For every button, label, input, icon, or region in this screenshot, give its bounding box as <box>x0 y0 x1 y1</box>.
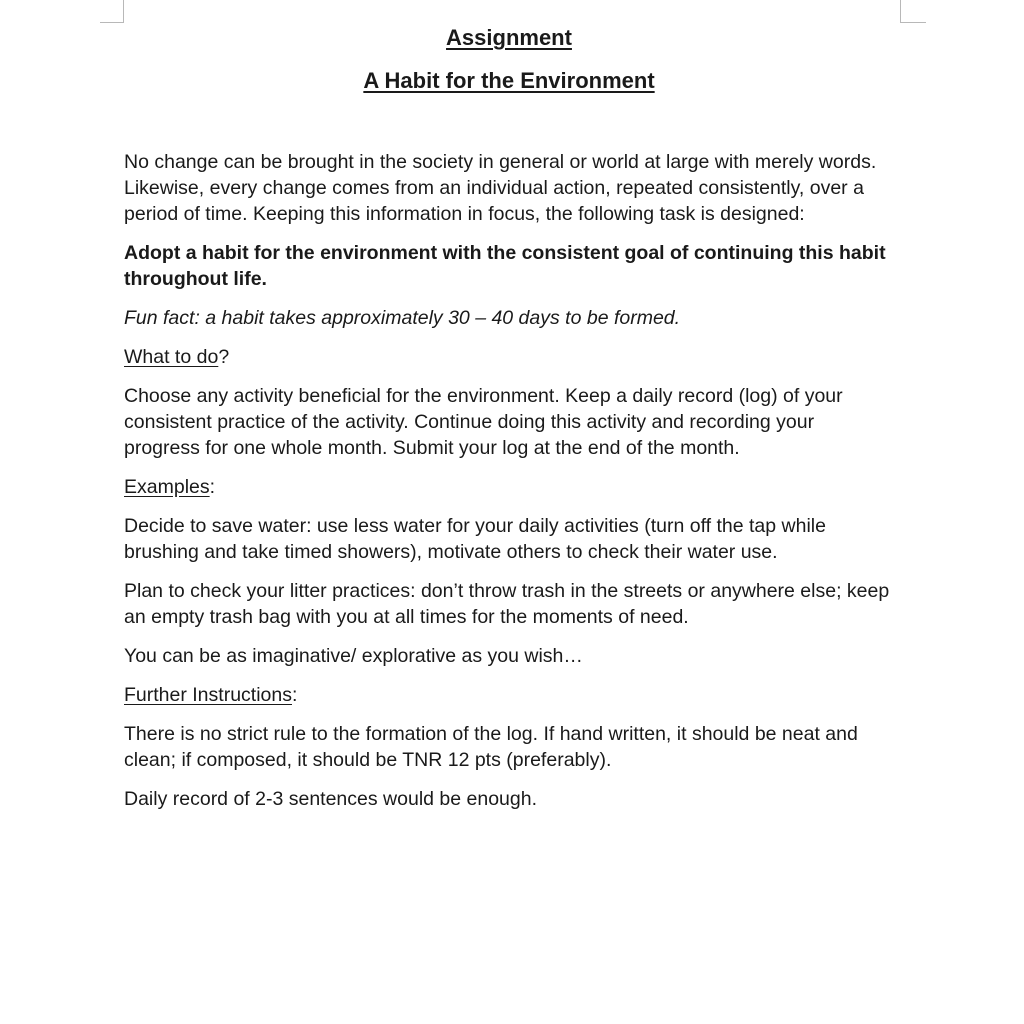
document-page <box>124 24 894 825</box>
example-paragraph-imaginative: You can be as imaginative/ explorative as you wish… <box>124 645 583 667</box>
what-to-do-heading <box>124 344 894 370</box>
further-instructions-heading <box>124 682 894 708</box>
what-to-do-paragraph: Choose any activity beneficial for the environment. Keep a daily record (log) of your consistent practice of the activity. Continue doing this activity and recording your progress for one whole month. Submit your log at the end of the month. <box>124 385 843 459</box>
crop-mark-top-right <box>900 0 926 23</box>
example-paragraph-litter: Plan to check your litter practices: don’t throw trash in the streets or anywhere else; keep an empty trash bag with you at all times for the moments of need. <box>124 580 890 628</box>
document-title-text: Assignment <box>446 25 572 50</box>
what-to-do-heading-text: What to do <box>124 346 219 368</box>
intro-paragraph: No change can be brought in the society in general or world at large with merely words. Likewise, every change comes from an individual action, repeated consistently, over a period of time. Keeping this information in focus, the following task is designed: <box>124 151 877 225</box>
further-instructions-paragraph: There is no strict rule to the formation of the log. If hand written, it should be neat and clean; if composed, it should be TNR 12 pts (preferably). <box>124 723 858 771</box>
examples-heading-text: Examples <box>124 476 210 498</box>
examples-heading-suffix: : <box>209 476 216 498</box>
further-instructions-heading-suffix: : <box>291 684 298 706</box>
document-body <box>124 149 894 812</box>
document-title <box>124 24 894 52</box>
document-subtitle <box>124 67 894 95</box>
examples-heading <box>124 474 894 500</box>
closing-paragraph: Daily record of 2-3 sentences would be enough. <box>124 788 538 810</box>
task-statement: Adopt a habit for the environment with the consistent goal of continuing this habit throughout life. <box>124 242 886 290</box>
document-subtitle-text: A Habit for the Environment <box>363 68 655 93</box>
crop-mark-top-left <box>100 0 124 23</box>
further-instructions-heading-text: Further Instructions <box>124 684 292 706</box>
fun-fact: Fun fact: a habit takes approximately 30 – 40 days to be formed. <box>124 307 681 329</box>
example-paragraph-water: Decide to save water: use less water for your daily activities (turn off the tap while brushing and take timed showers), motivate others to check their water use. <box>124 515 826 563</box>
what-to-do-heading-suffix: ? <box>218 346 230 368</box>
